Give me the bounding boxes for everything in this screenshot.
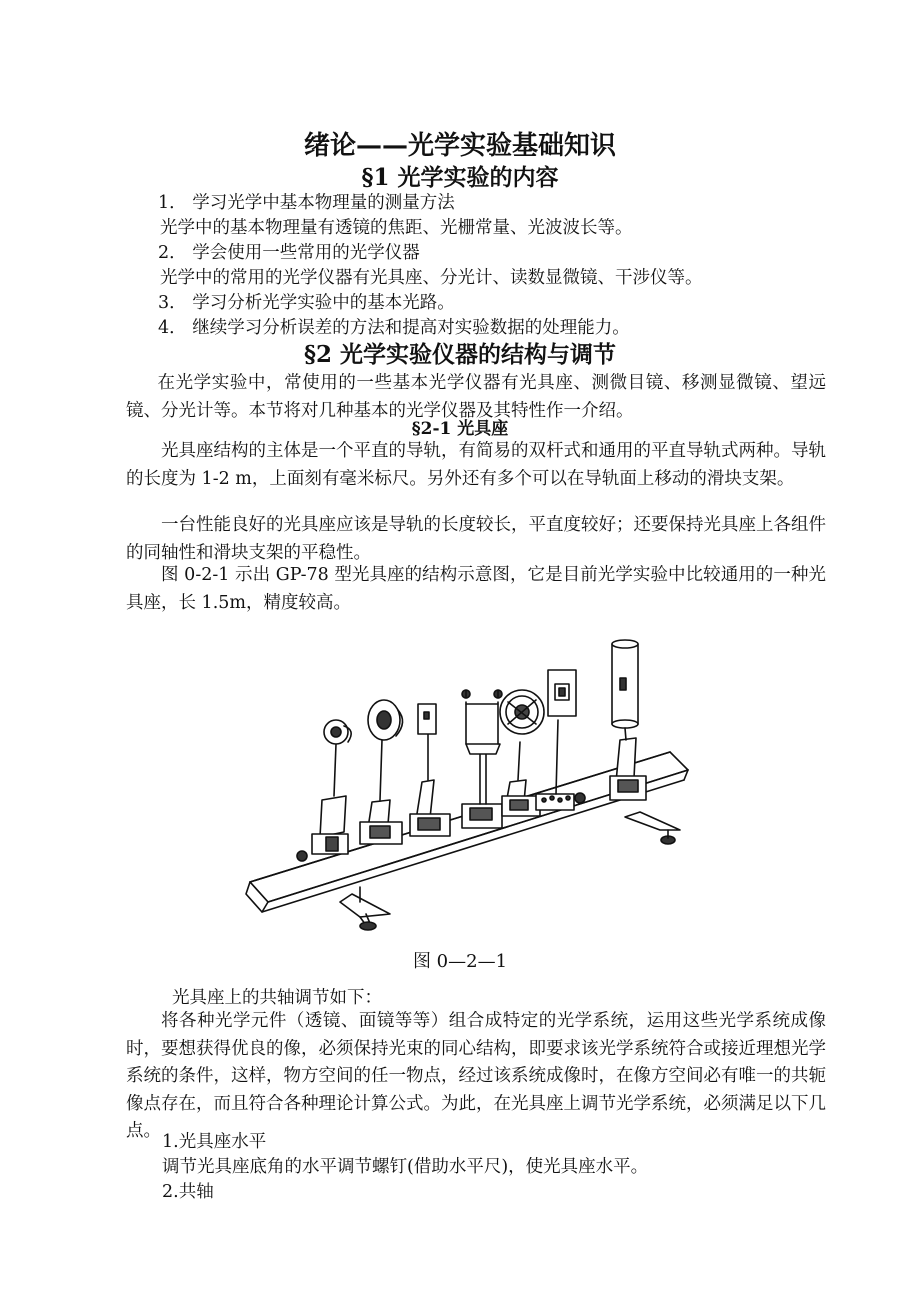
optical-bench-figure — [240, 632, 700, 942]
section-1-heading: §1 光学实验的内容 — [361, 164, 559, 191]
list-item-2: 2． 学会使用一些常用的光学仪器 — [158, 243, 420, 263]
step-1-title: 1.光具座水平 — [162, 1132, 267, 1152]
paragraph-rail: 光具座结构的主体是一个平直的导轨，有简易的双杆式和通用的平直导轨式两种。导轨的长度为 1-2 m，上面刻有毫米标尺。另外还有多个可以在导轨面上移动的滑块支架。 — [126, 441, 826, 489]
coaxial-paragraph: 将各种光学元件（透镜、面镜等等）组合成特定的光学系统，运用这些光学系统成像时，要想获得优良的像，必须保持光束的同心结构，即要求该光学系统符合或接近理想光学系统的条件，这样，物方空间的任一物点，经过该系统成像时，在像方空间必有唯一的共轭像点存在，而且符合各种理论计算公式。为此，在光具座上调节光学系统，必须满足以下几点。 — [126, 1011, 826, 1141]
paragraph-quality: 一台性能良好的光具座应该是导轨的长度较长，平直度较好；还要保持光具座上各组件的同轴性和滑块支架的平稳性。 — [126, 515, 826, 563]
figure-caption: 图 0—2—1 — [412, 951, 508, 972]
list-item-4: 4． 继续学习分析误差的方法和提高对实验数据的处理能力。 — [158, 318, 630, 338]
section-2-intro: 在光学实验中，常使用的一些基本光学仪器有光具座、测微目镜、移测显微镜、望远镜、分光计等。本节将对几种基本的光学仪器及其特性作一介绍。 — [126, 373, 826, 421]
step-2-title: 2.共轴 — [162, 1182, 214, 1202]
list-item-3: 3． 学习分析光学实验中的基本光路。 — [158, 293, 455, 313]
list-item-2-detail: 光学中的常用的光学仪器有光具座、分光计、读数显微镜、干涉仪等。 — [160, 268, 703, 288]
subsection-heading: §2-1 光具座 — [411, 419, 509, 439]
section-2-heading: §2 光学实验仪器的结构与调节 — [303, 341, 617, 368]
optical-bench-illustration — [240, 632, 700, 942]
step-1-text: 调节光具座底角的水平调节螺钉(借助水平尺)，使光具座水平。 — [162, 1157, 649, 1177]
list-item-1: 1． 学习光学中基本物理量的测量方法 — [158, 193, 455, 213]
paragraph-figure-ref: 图 0-2-1 示出 GP-78 型光具座的结构示意图，它是目前光学实验中比较通用的一种光具座，长 1.5m，精度较高。 — [126, 565, 826, 613]
list-item-1-detail: 光学中的基本物理量有透镜的焦距、光栅常量、光波波长等。 — [160, 218, 633, 238]
coaxial-intro: 光具座上的共轴调节如下： — [172, 988, 382, 1008]
document-title: 绪论——光学实验基础知识 — [303, 131, 616, 161]
